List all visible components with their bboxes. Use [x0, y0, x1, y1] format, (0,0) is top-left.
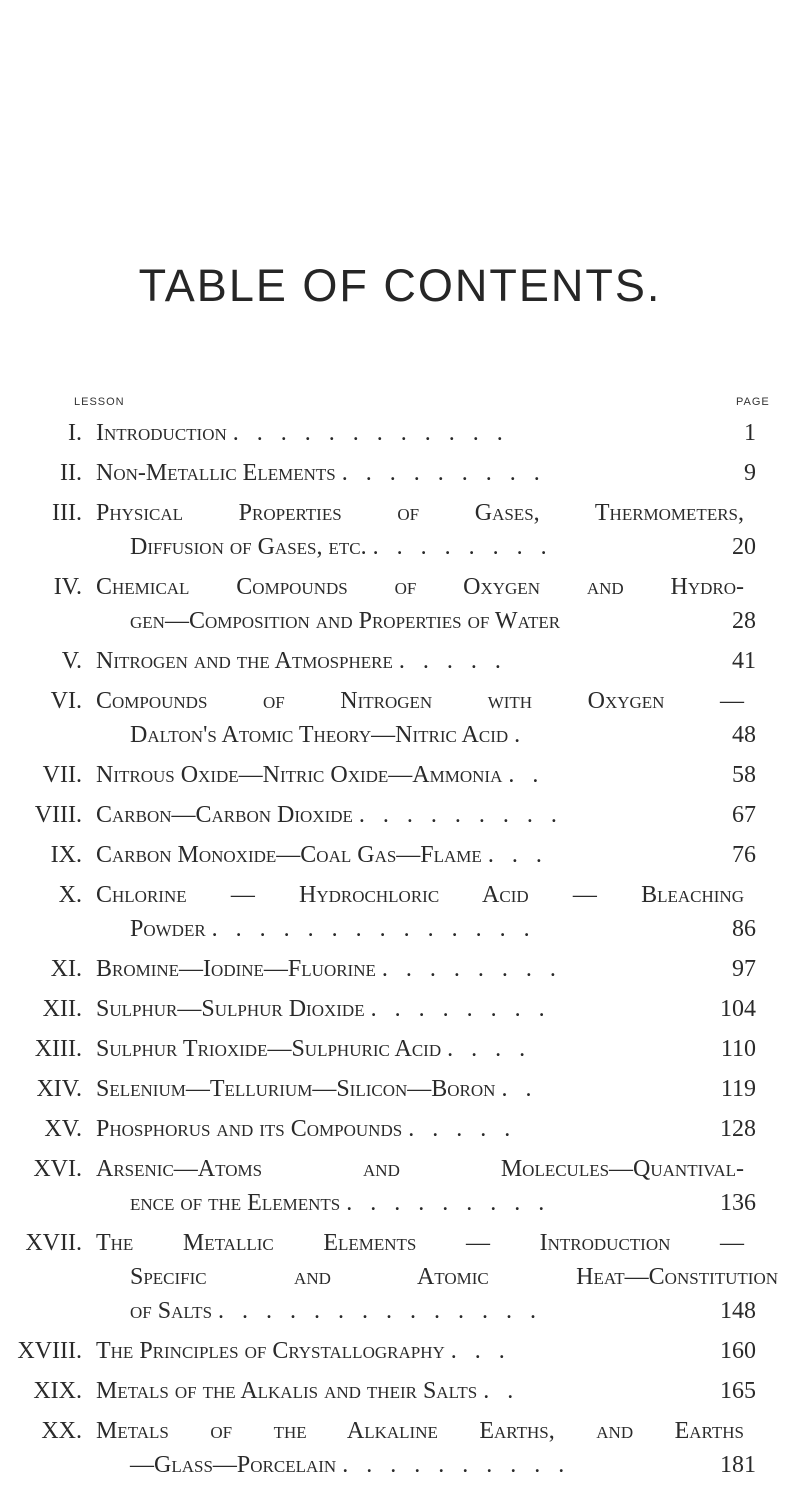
toc-entry — [0, 570, 800, 638]
page-title: TABLE OF CONTENTS. — [138, 260, 662, 311]
dot-leaders: . . . . . . . . . . — [342, 1452, 571, 1478]
page-number: 41 — [732, 648, 756, 674]
toc-entry — [0, 952, 800, 986]
page-number: 67 — [732, 802, 756, 828]
lesson-title-text: Chemical Compounds of Oxygen and Hydro- — [96, 574, 744, 600]
dot-leaders: . . . . . . . . . — [341, 460, 546, 486]
lesson-title-text: Diffusion of Gases, etc. — [130, 534, 367, 560]
dot-leaders: . . . . — [447, 1036, 532, 1062]
dot-leaders: . . — [483, 1378, 520, 1404]
lesson-number: XVII. — [25, 1230, 82, 1256]
lesson-title — [130, 1186, 550, 1220]
toc-entry-line — [0, 838, 800, 872]
lesson-title-text: Metals of the Alkaline Earths, and Earths — [96, 1418, 744, 1444]
dot-leaders: . . . — [487, 842, 548, 868]
toc-entry — [0, 644, 800, 678]
lesson-number: XIV. — [36, 1076, 82, 1102]
lesson-title-text: ence of the Elements — [130, 1190, 341, 1216]
toc-entry-line — [0, 1226, 800, 1260]
lesson-title — [96, 1072, 537, 1106]
lesson-title — [96, 992, 551, 1026]
lesson-title-text: Carbon—Carbon Dioxide — [96, 802, 353, 828]
page-number: 119 — [720, 1076, 756, 1102]
toc-entry — [0, 878, 800, 946]
toc-entry-line — [0, 530, 800, 564]
toc-entry — [0, 992, 800, 1026]
toc-entry-line — [0, 1448, 800, 1482]
lesson-title — [130, 912, 536, 946]
lesson-title — [96, 456, 546, 490]
page-number: 148 — [720, 1298, 756, 1324]
toc-entry-line — [0, 1112, 800, 1146]
lesson-number: V. — [61, 648, 82, 674]
page-column-header: PAGE — [736, 396, 770, 408]
dot-leaders: . . . . . . . . . . . . — [232, 420, 509, 446]
lesson-title — [96, 416, 509, 450]
toc-entry-line — [0, 912, 800, 946]
lesson-number: II. — [60, 460, 82, 486]
dot-leaders: . . . . . . . . . . . . . . — [211, 916, 536, 942]
toc-entry-line — [0, 1294, 800, 1328]
lesson-title — [96, 1112, 516, 1146]
lesson-column-header: LESSON — [74, 396, 125, 408]
lesson-number: III. — [52, 500, 82, 526]
page-number: 97 — [732, 956, 756, 982]
toc-entry — [0, 758, 800, 792]
toc-entry — [0, 684, 800, 752]
lesson-title-text: Physical Properties of Gases, Thermometers, — [96, 500, 744, 526]
toc-entry-line — [0, 758, 800, 792]
toc-entry-line — [0, 456, 800, 490]
lesson-title — [130, 604, 566, 638]
page-number: 86 — [732, 916, 756, 942]
toc-entry-line — [0, 1152, 800, 1186]
lesson-title-text: Powder — [130, 916, 206, 942]
toc-entry-line — [0, 798, 800, 832]
toc-entry — [0, 1152, 800, 1220]
toc-entry — [0, 1414, 800, 1482]
toc-entry-line — [0, 1374, 800, 1408]
lesson-number: XX. — [41, 1418, 82, 1444]
lesson-number: VIII. — [34, 802, 82, 828]
lesson-title-text: The Metallic Elements — Introduction — — [96, 1230, 744, 1256]
toc-entry-line — [0, 878, 800, 912]
dot-leaders: . . . . . — [408, 1116, 517, 1142]
toc-entry-line — [0, 1032, 800, 1066]
toc-entry — [0, 1072, 800, 1106]
lesson-title-text: of Salts — [130, 1298, 213, 1324]
lesson-title-text: Nitrous Oxide—Nitric Oxide—Ammonia — [96, 762, 503, 788]
toc-entry-line — [0, 684, 800, 718]
lesson-title — [130, 1294, 542, 1328]
lesson-title — [96, 1226, 744, 1260]
lesson-title-text: Metals of the Alkalis and their Salts — [96, 1378, 478, 1404]
page-number: 58 — [732, 762, 756, 788]
lesson-title-text: Arsenic—Atoms and Molecules—Quantival- — [96, 1156, 744, 1182]
toc-entry-line — [0, 604, 800, 638]
page-number: 104 — [720, 996, 756, 1022]
lesson-title — [96, 952, 562, 986]
lesson-title-text: Bromine—Iodine—Fluorine — [96, 956, 376, 982]
page-number: 165 — [720, 1378, 756, 1404]
lesson-title-text: Sulphur—Sulphur Dioxide — [96, 996, 365, 1022]
lesson-title — [96, 496, 744, 530]
lesson-title-text: Non-Metallic Elements — [96, 460, 336, 486]
lesson-title-text: Selenium—Tellurium—Silicon—Boron — [96, 1076, 496, 1102]
lesson-title-text: gen—Composition and Properties of Water — [130, 608, 561, 634]
page-number: 48 — [732, 722, 756, 748]
lesson-title — [96, 1334, 511, 1368]
lesson-number: IV. — [53, 574, 82, 600]
lesson-title — [96, 1152, 744, 1186]
toc-entry-line — [0, 1334, 800, 1368]
lesson-title — [130, 1260, 778, 1294]
toc-entry-line — [0, 416, 800, 450]
toc-entry-line — [0, 992, 800, 1026]
lesson-title-text: Chlorine — Hydrochloric Acid — Bleaching — [96, 882, 744, 908]
dot-leaders: . . . . . . . . . — [346, 1190, 551, 1216]
lesson-title-text: Phosphorus and its Compounds — [96, 1116, 403, 1142]
lesson-number: XVIII. — [17, 1338, 82, 1364]
page-number: 1 — [744, 420, 756, 446]
dot-leaders: . . — [501, 1076, 538, 1102]
lesson-number: VII. — [42, 762, 82, 788]
toc-entry — [0, 1226, 800, 1328]
dot-leaders: . . . . . — [398, 648, 507, 674]
page-number: 136 — [720, 1190, 756, 1216]
dot-leaders: . . . . . . . . . . . . . . — [218, 1298, 543, 1324]
toc-entry-line — [0, 1186, 800, 1220]
lesson-title-text: Specific and Atomic Heat—Constitution — [130, 1264, 778, 1290]
lesson-title — [96, 758, 544, 792]
page-number: 128 — [720, 1116, 756, 1142]
toc-entry — [0, 456, 800, 490]
lesson-title — [96, 798, 563, 832]
dot-leaders: . — [514, 722, 527, 748]
lesson-number: I. — [68, 420, 82, 446]
dot-leaders: . . . — [450, 1338, 511, 1364]
toc-entry — [0, 1032, 800, 1066]
lesson-title — [130, 718, 526, 752]
lesson-number: X. — [58, 882, 82, 908]
lesson-title — [130, 530, 553, 564]
dot-leaders: . . . . . . . . . — [358, 802, 563, 828]
lesson-title — [96, 878, 744, 912]
toc-list — [0, 416, 800, 1488]
lesson-number: XVI. — [33, 1156, 82, 1182]
lesson-title-text: Sulphur Trioxide—Sulphuric Acid — [96, 1036, 442, 1062]
page-number: 76 — [732, 842, 756, 868]
lesson-title — [96, 1414, 744, 1448]
dot-leaders: . . . . . . . . — [370, 996, 551, 1022]
dot-leaders: . . . . . . . . — [381, 956, 562, 982]
toc-entry — [0, 1374, 800, 1408]
lesson-title — [130, 1448, 570, 1482]
lesson-number: XIX. — [33, 1378, 82, 1404]
page-number: 20 — [732, 534, 756, 560]
toc-entry-line — [0, 1414, 800, 1448]
lesson-title-text: Dalton's Atomic Theory—Nitric Acid — [130, 722, 509, 748]
lesson-title-text: Nitrogen and the Atmosphere — [96, 648, 393, 674]
lesson-title-text: —Glass—Porcelain — [130, 1452, 337, 1478]
dot-leaders: . . . . . . . . — [372, 534, 553, 560]
page-number: 9 — [744, 460, 756, 486]
lesson-title — [96, 684, 744, 718]
lesson-title-text: Carbon Monoxide—Coal Gas—Flame — [96, 842, 482, 868]
toc-entry — [0, 798, 800, 832]
lesson-number: XV. — [44, 1116, 82, 1142]
toc-entry-line — [0, 496, 800, 530]
lesson-title — [96, 1032, 531, 1066]
lesson-number: IX. — [50, 842, 82, 868]
lesson-number: XII. — [42, 996, 82, 1022]
lesson-title-text: Introduction — [96, 420, 227, 446]
toc-entry-line — [0, 952, 800, 986]
toc-entry-line — [0, 718, 800, 752]
page-number: 181 — [720, 1452, 756, 1478]
toc-entry — [0, 416, 800, 450]
lesson-title — [96, 838, 548, 872]
toc-entry — [0, 1112, 800, 1146]
lesson-title-text: The Principles of Crystallography — [96, 1338, 445, 1364]
toc-entry-line — [0, 644, 800, 678]
lesson-number: VI. — [50, 688, 82, 714]
page-number: 28 — [732, 608, 756, 634]
toc-entry-line — [0, 1260, 800, 1294]
lesson-title — [96, 1374, 519, 1408]
page-number: 160 — [720, 1338, 756, 1364]
dot-leaders: . . — [508, 762, 545, 788]
lesson-title-text: Compounds of Nitrogen with Oxygen — — [96, 688, 744, 714]
toc-entry-line — [0, 1072, 800, 1106]
toc-entry — [0, 1334, 800, 1368]
lesson-title — [96, 644, 507, 678]
toc-entry-line — [0, 570, 800, 604]
lesson-number: XI. — [50, 956, 82, 982]
toc-entry — [0, 838, 800, 872]
toc-entry — [0, 496, 800, 564]
lesson-title — [96, 570, 744, 604]
lesson-number: XIII. — [34, 1036, 82, 1062]
page-number: 110 — [720, 1036, 756, 1062]
